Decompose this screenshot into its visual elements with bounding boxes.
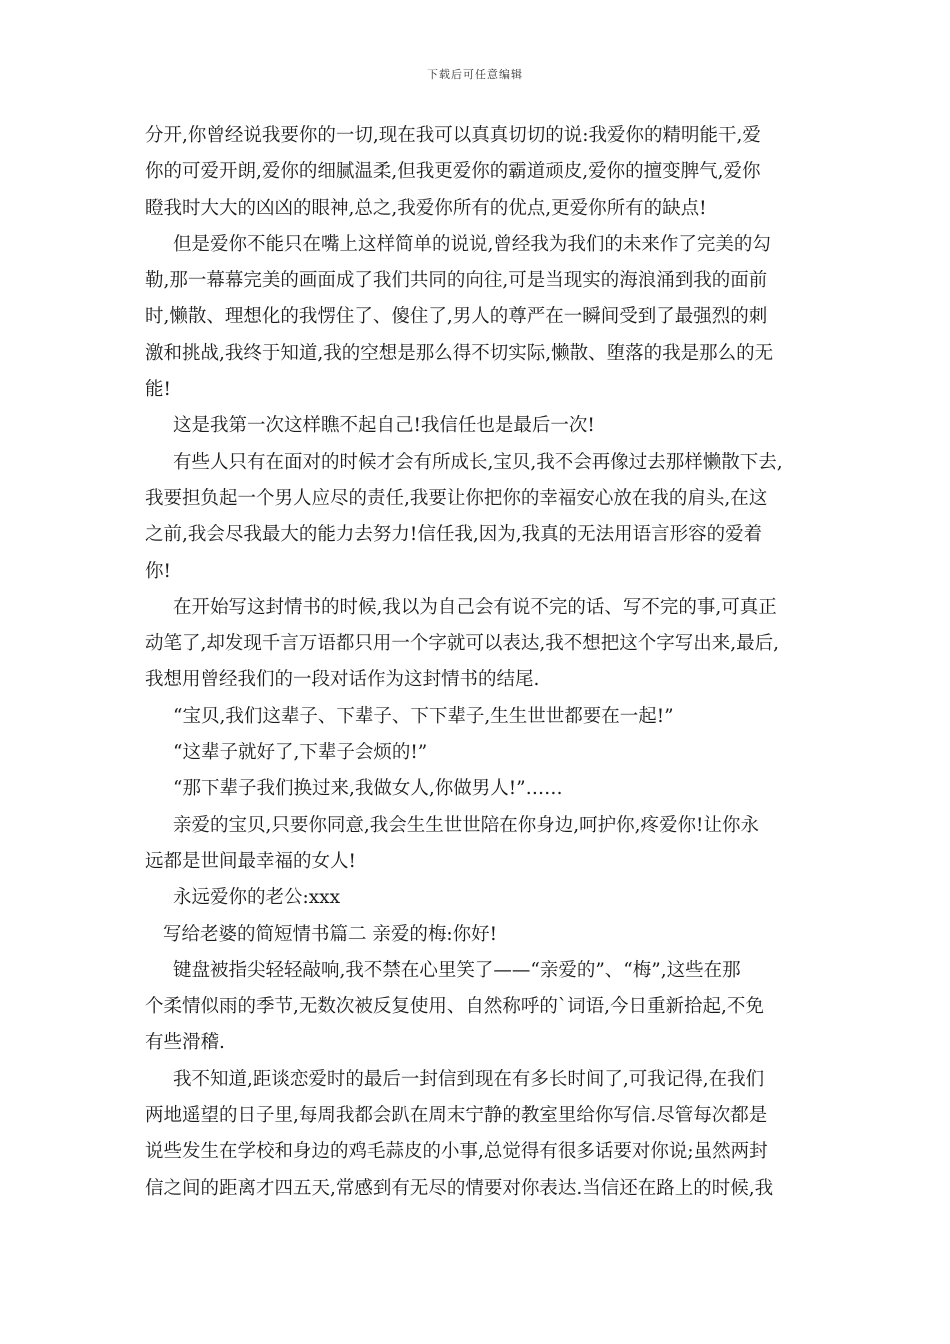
text-line: 两地遥望的日子里,每周我都会趴在周末宁静的教室里给你写信.尽管每次都是	[145, 1105, 768, 1127]
text-line: 分开,你曾经说我要你的一切,现在我可以真真切切的说:我爱你的精明能干,爱	[145, 125, 761, 146]
paragraph-first-line: 在开始写这封情书的时候,我以为自己会有说不完的话、写不完的事,可真正	[173, 596, 777, 618]
text-line: 之前,我会尽我最大的能力去努力!信任我,因为,我真的无法用语言形容的爱着	[145, 524, 763, 546]
text-line: 能!	[145, 379, 171, 401]
page-header: 下载后可任意编辑	[427, 68, 523, 81]
document-body	[145, 118, 815, 1207]
dialogue-line: “那下辈子我们换过来,我做女人,你做男人!”……	[173, 778, 563, 800]
text-line: 说些发生在学校和身边的鸡毛蒜皮的小事,总觉得有很多话要对你说;虽然两封	[145, 1141, 768, 1163]
text-line: 我想用曾经我们的一段对话作为这封情书的结尾.	[145, 669, 540, 691]
text-line: 你的可爱开朗,爱你的细腻温柔,但我更爱你的霸道顽皮,爱你的擅变脾气,爱你	[145, 161, 761, 183]
text-line: 动笔了,却发现千言万语都只用一个字就可以表达,我不想把这个字写出来,最后,	[145, 633, 780, 655]
text-line: 远都是世间最幸福的女人!	[145, 850, 356, 872]
text-line: 我要担负起一个男人应尽的责任,我要让你把你的幸福安心放在我的肩头,在这	[145, 487, 768, 509]
signature-line: 永远爱你的老公:xxx	[173, 887, 341, 909]
paragraph-first-line: 我不知道,距谈恋爱时的最后一封信到现在有多长时间了,可我记得,在我们	[173, 1068, 765, 1090]
text-line: 勒,那一幕幕完美的画面成了我们共同的向往,可是当现实的海浪涌到我的面前	[145, 270, 768, 292]
section-heading: 写给老婆的简短情书篇二 亲爱的梅:你好!	[163, 923, 498, 945]
dialogue-line: “这辈子就好了,下辈子会烦的!”	[173, 742, 428, 764]
paragraph-first-line: 亲爱的宝贝,只要你同意,我会生生世世陪在你身边,呵护你,疼爱你!让你永	[173, 814, 759, 836]
text-line: 激和挑战,我终于知道,我的空想是那么得不切实际,懒散、堕落的我是那么的无	[145, 342, 774, 364]
paragraph-first-line: 但是爱你不能只在嘴上这样简单的说说,曾经我为我们的未来作了完美的勾	[173, 233, 771, 255]
paragraph-first-line: 有些人只有在面对的时候才会有所成长,宝贝,我不会再像过去那样懒散下去,	[173, 451, 783, 473]
text-line: 有些滑稽.	[145, 1032, 225, 1054]
paragraph-first-line: 这是我第一次这样瞧不起自己!我信任也是最后一次!	[173, 415, 595, 437]
text-line: 你!	[145, 560, 171, 582]
dialogue-line: “宝贝,我们这辈子、下辈子、下下辈子,生生世世都要在一起!”	[173, 705, 674, 727]
text-line: 瞪我时大大的凶凶的眼神,总之,我爱你所有的优点,更爱你所有的缺点!	[145, 197, 707, 219]
text-line: 个柔情似雨的季节,无数次被反复使用、自然称呼的`词语,今日重新拾起,不免	[145, 996, 764, 1018]
text-line: 信之间的距离才四五天,常感到有无尽的情要对你表达.当信还在路上的时候,我	[145, 1177, 774, 1199]
paragraph-first-line: 键盘被指尖轻轻敲响,我不禁在心里笑了——“亲爱的”、“梅”,这些在那	[173, 959, 741, 981]
text-line: 时,懒散、理想化的我愣住了、傻住了,男人的尊严在一瞬间受到了最强烈的刺	[145, 306, 768, 328]
